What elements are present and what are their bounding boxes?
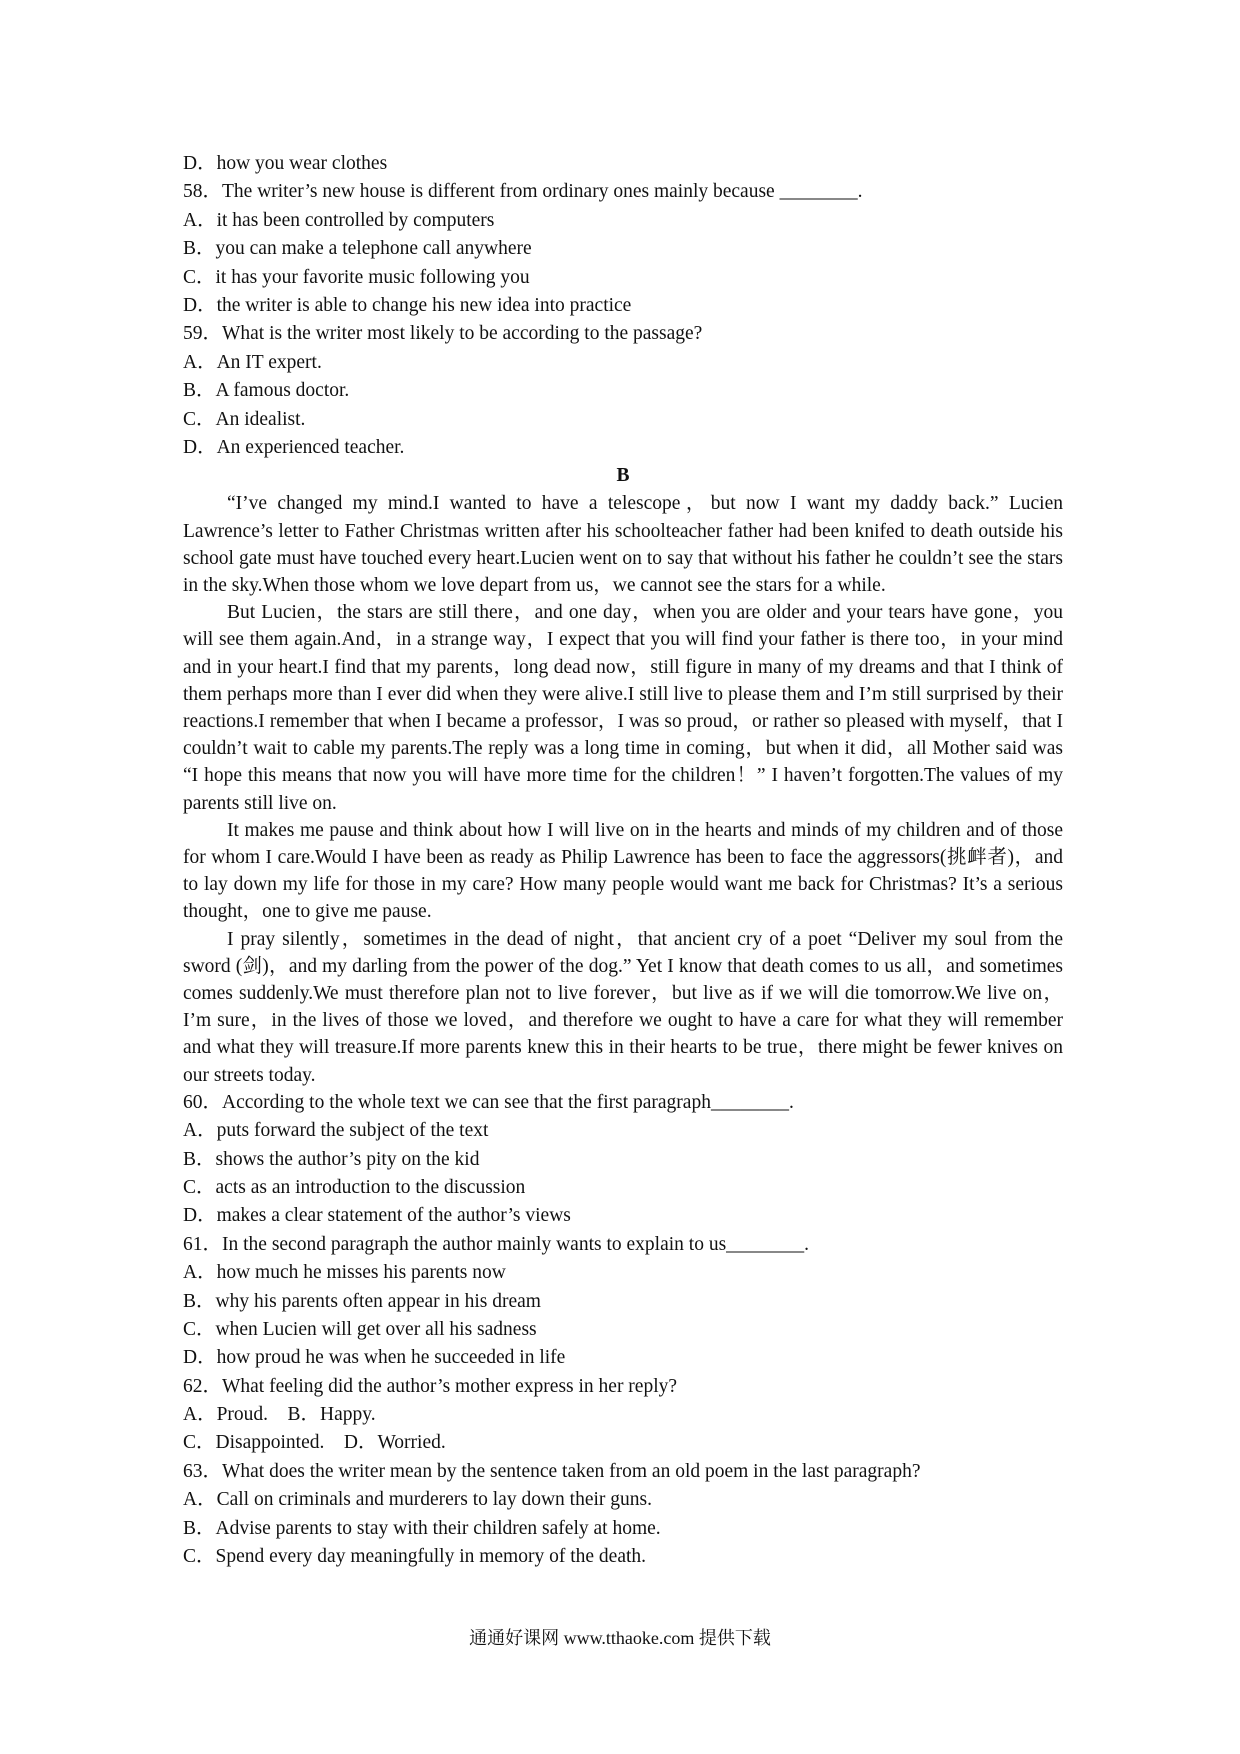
option-line: B．why his parents often appear in his dream (183, 1290, 541, 1312)
passage-paragraph: But Lucien，the stars are still there，and one day，when you are older and your tears have gone，you will see them again.And，in a strange way，I expect that you will find your father is there too，in your mind and in your heart.I find that my parents，long dead now，still figure in many of my dreams and that I think of them perhaps more than I ever did when they were alive.I still live to please them and I’m still surprised by their reactions.I remember that when I became a professor，I was so proud，or rather so pleased with myself，that I couldn’t wait to cable my parents.The reply was a long time in coming，but when it did，all Mother said was “I hope this means that now you will have more time for the children！” I haven’t forgotten.The values of my parents still live on. (183, 602, 1063, 814)
option-line: B．A famous doctor. (183, 380, 350, 402)
option-line: A．An IT expert. (183, 351, 322, 373)
option-line: C．Disappointed. D．Worried. (183, 1432, 446, 1454)
option-line: A．how much he misses his parents now (183, 1262, 506, 1284)
option-line: D．how proud he was when he succeeded in life (183, 1347, 566, 1369)
question-61: 61．In the second paragraph the author mainly wants to explain to us________. (183, 1233, 810, 1255)
option-line: C．it has your favorite music following you (183, 266, 530, 288)
option-line: D．makes a clear statement of the author’s views (183, 1205, 571, 1227)
option-line: B．Advise parents to stay with their children safely at home. (183, 1517, 661, 1539)
passage-paragraph: I pray silently，sometimes in the dead of night，that ancient cry of a poet “Deliver my soul from the sword (剑)，and my darling from the power of the dog.” Yet I know that death comes to us all，and sometimes comes suddenly.We must therefore plan not to live forever，but live as if we will die tomorrow.We live on，I’m sure，in the lives of those we loved，and therefore we ought to have a care for what they will remember and what they will treasure.If more parents knew this in their hearts to be true，there might be fewer knives on our streets today. (183, 928, 1063, 1086)
option-line: D．the writer is able to change his new idea into practice (183, 294, 632, 316)
option-line: C．acts as an introduction to the discussion (183, 1176, 526, 1198)
passage-paragraph: “I’ve changed my mind.I wanted to have a telescope，but now I want my daddy back.” Lucien Lawrence’s letter to Father Christmas written after his schoolteacher father had been knifed to death outside his school gate must have touched every heart.Lucien went on to say that without his father he couldn’t see the stars in the sky.When those whom we love depart from us，we cannot see the stars for a while. (183, 493, 1063, 596)
page-footer: 通通好课网 www.tthaoke.com 提供下载 (469, 1628, 771, 1648)
exam-page (183, 150, 1063, 1571)
option-line: C．An idealist. (183, 408, 306, 430)
passage-paragraph: It makes me pause and think about how I will live on in the hearts and minds of my children and of those for whom I care.Would I have been as ready as Philip Lawrence has been to face the aggressors(挑衅者)，and to lay down my life for those in my care? How many people would want me back for Christmas? It’s a serious thought，one to give me pause. (183, 819, 1063, 923)
option-line: C．when Lucien will get over all his sadness (183, 1318, 537, 1340)
option-line: A．puts forward the subject of the text (183, 1120, 489, 1142)
option-line: A．Call on criminals and murderers to lay down their guns. (183, 1489, 652, 1511)
question-62: 62．What feeling did the author’s mother express in her reply? (183, 1375, 678, 1397)
question-59: 59．What is the writer most likely to be according to the passage? (183, 323, 703, 345)
option-line: A．it has been controlled by computers (183, 209, 495, 231)
option-line: B．shows the author’s pity on the kid (183, 1148, 480, 1170)
question-60: 60．According to the whole text we can see that the first paragraph________. (183, 1091, 794, 1113)
question-63: 63．What does the writer mean by the sentence taken from an old poem in the last paragraph? (183, 1460, 921, 1482)
option-line: B．you can make a telephone call anywhere (183, 238, 532, 260)
option-line: D．An experienced teacher. (183, 436, 405, 458)
option-line: A．Proud. B．Happy. (183, 1404, 376, 1426)
option-line: D．how you wear clothes (183, 153, 388, 174)
option-line: C．Spend every day meaningfully in memory of the death. (183, 1546, 647, 1568)
question-58: 58．The writer’s new house is different from ordinary ones mainly because ________. (183, 181, 863, 203)
section-title: B (616, 465, 630, 487)
